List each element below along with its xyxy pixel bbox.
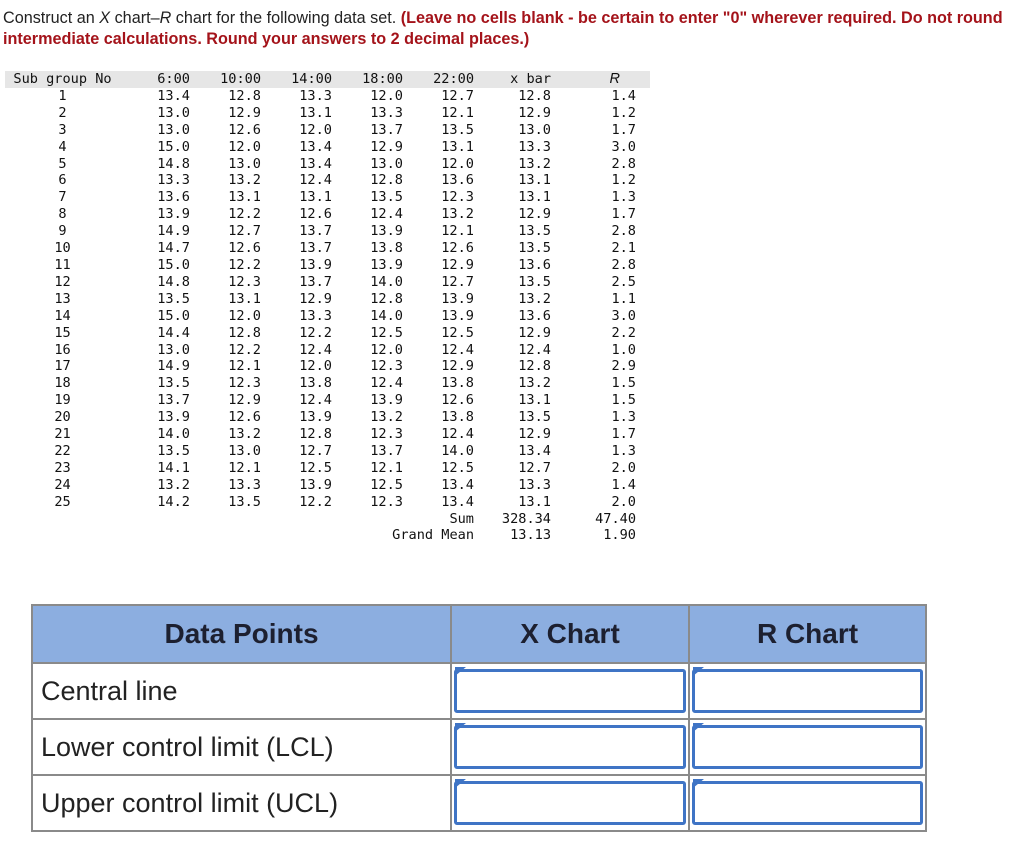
table-row (5, 308, 650, 325)
value-r: 1.3 (611, 409, 636, 426)
value-r: 1.5 (611, 392, 636, 409)
subgroup-no: 11 (54, 256, 71, 273)
sum-empty-3 (193, 511, 264, 528)
value-r: 1.7 (611, 121, 636, 138)
subgroup-no: 3 (58, 121, 67, 138)
value-6-00: 14.8 (157, 273, 190, 290)
value-22-00: 12.9 (441, 256, 474, 273)
value-6-00: 15.0 (157, 307, 190, 324)
value-6-00: 15.0 (157, 138, 190, 155)
value-x-bar: 13.5 (518, 223, 551, 240)
value-x-bar: 13.6 (518, 256, 551, 273)
header-x-chart: X Chart (451, 605, 689, 663)
value-22-00: 12.7 (441, 273, 474, 290)
value-14-00: 12.2 (299, 493, 332, 510)
value-6-00: 13.3 (157, 172, 190, 189)
value-x-bar: 12.9 (518, 104, 551, 121)
value-6-00: 14.9 (157, 223, 190, 240)
table-row (5, 494, 650, 511)
value-10-00: 12.7 (228, 223, 261, 240)
grand-mean-row (5, 527, 650, 544)
control-table-header-row (32, 605, 926, 663)
value-18-00: 13.9 (370, 223, 403, 240)
value-6-00: 13.5 (157, 442, 190, 459)
value-6-00: 13.5 (157, 290, 190, 307)
value-r: 3.0 (611, 307, 636, 324)
table-row (5, 206, 650, 223)
value-14-00: 13.7 (299, 273, 332, 290)
value-r: 1.7 (611, 206, 636, 223)
subgroup-no: 16 (54, 341, 71, 358)
value-r: 1.0 (611, 341, 636, 358)
value-x-bar: 13.1 (518, 392, 551, 409)
table-row (5, 460, 650, 477)
value-18-00: 13.2 (370, 409, 403, 426)
header-subgroup-no: Sub group No (5, 71, 120, 88)
value-18-00: 13.7 (370, 442, 403, 459)
value-r: 1.2 (611, 172, 636, 189)
value-22-00: 13.8 (441, 375, 474, 392)
header-r: R (554, 71, 650, 88)
value-10-00: 12.8 (228, 324, 261, 341)
table-row (5, 88, 650, 105)
value-10-00: 12.6 (228, 121, 261, 138)
value-22-00: 12.4 (441, 426, 474, 443)
value-18-00: 12.1 (370, 459, 403, 476)
table-row (5, 342, 650, 359)
header-18-00: 18:00 (335, 71, 406, 88)
value-14-00: 13.9 (299, 409, 332, 426)
grand-mean-r: 1.90 (603, 527, 636, 544)
value-18-00: 13.0 (370, 155, 403, 172)
value-r: 2.0 (611, 459, 636, 476)
subgroup-no: 8 (58, 206, 67, 223)
value-6-00: 15.0 (157, 256, 190, 273)
value-22-00: 12.1 (441, 223, 474, 240)
value-18-00: 13.7 (370, 121, 403, 138)
subgroup-no: 25 (54, 493, 71, 510)
gm-empty-3 (193, 527, 264, 544)
value-10-00: 13.1 (228, 290, 261, 307)
value-x-bar: 12.8 (518, 87, 551, 104)
gm-empty-4 (264, 527, 335, 544)
value-r: 1.4 (611, 476, 636, 493)
sum-row (5, 511, 650, 528)
value-18-00: 12.5 (370, 476, 403, 493)
value-14-00: 13.3 (299, 307, 332, 324)
value-x-bar: 12.8 (518, 358, 551, 375)
value-r: 2.8 (611, 223, 636, 240)
value-10-00: 13.2 (228, 426, 261, 443)
value-18-00: 12.9 (370, 138, 403, 155)
table-row (5, 172, 650, 189)
instructions-warning: (Leave no cells blank - be certain to enter "0" wherever required. Do not round intermediate calculations. Round your answers to 2 decimal places.) (3, 9, 1003, 48)
gm-empty-2 (120, 527, 193, 544)
sum-empty-5 (335, 511, 406, 528)
value-10-00: 12.2 (228, 256, 261, 273)
subgroup-no: 9 (58, 223, 67, 240)
value-x-bar: 13.3 (518, 138, 551, 155)
value-10-00: 12.9 (228, 392, 261, 409)
subgroup-no: 12 (54, 273, 71, 290)
value-14-00: 13.9 (299, 256, 332, 273)
cell-x-central-line (451, 663, 689, 719)
table-row (5, 291, 650, 308)
value-x-bar: 13.5 (518, 409, 551, 426)
value-r: 2.2 (611, 324, 636, 341)
subgroup-no: 5 (58, 155, 67, 172)
value-6-00: 13.2 (157, 476, 190, 493)
subgroup-no: 10 (54, 240, 71, 257)
value-10-00: 12.0 (228, 138, 261, 155)
value-18-00: 12.3 (370, 426, 403, 443)
value-10-00: 12.9 (228, 104, 261, 121)
r-chart-ucl-input[interactable] (692, 781, 923, 825)
subgroup-no: 20 (54, 409, 71, 426)
x-chart-lcl-input[interactable] (454, 725, 686, 769)
value-22-00: 13.6 (441, 172, 474, 189)
subgroup-no: 14 (54, 307, 71, 324)
sum-empty-2 (120, 511, 193, 528)
instructions-x-letter: X (99, 9, 111, 27)
value-18-00: 12.4 (370, 375, 403, 392)
value-r: 1.7 (611, 426, 636, 443)
table-row (5, 139, 650, 156)
value-6-00: 14.2 (157, 493, 190, 510)
subgroup-no: 19 (54, 392, 71, 409)
subgroup-no: 4 (58, 138, 67, 155)
instructions-middle: chart– (110, 9, 160, 27)
value-x-bar: 13.2 (518, 375, 551, 392)
value-x-bar: 12.7 (518, 459, 551, 476)
value-6-00: 13.6 (157, 189, 190, 206)
table-row (5, 257, 650, 274)
value-10-00: 12.3 (228, 273, 261, 290)
subgroup-no: 2 (58, 104, 67, 121)
value-14-00: 12.7 (299, 442, 332, 459)
value-x-bar: 13.1 (518, 493, 551, 510)
row-ucl (32, 775, 926, 831)
instructions-suffix: chart for the following data set. (171, 9, 401, 27)
value-6-00: 14.0 (157, 426, 190, 443)
value-10-00: 13.5 (228, 493, 261, 510)
table-row (5, 477, 650, 494)
table-row (5, 240, 650, 257)
value-6-00: 13.4 (157, 87, 190, 104)
header-14-00: 14:00 (264, 71, 335, 88)
sum-label: Sum (449, 510, 474, 527)
value-r: 2.0 (611, 493, 636, 510)
value-r: 1.3 (611, 442, 636, 459)
subgroup-no: 24 (54, 476, 71, 493)
value-18-00: 14.0 (370, 273, 403, 290)
value-r: 3.0 (611, 138, 636, 155)
value-22-00: 13.8 (441, 409, 474, 426)
header-22-00: 22:00 (406, 71, 477, 88)
value-22-00: 12.1 (441, 104, 474, 121)
value-22-00: 13.5 (441, 121, 474, 138)
value-14-00: 13.3 (299, 87, 332, 104)
value-22-00: 12.5 (441, 459, 474, 476)
value-18-00: 12.3 (370, 493, 403, 510)
value-x-bar: 12.9 (518, 426, 551, 443)
value-r: 1.1 (611, 290, 636, 307)
value-22-00: 12.0 (441, 155, 474, 172)
value-18-00: 13.9 (370, 392, 403, 409)
value-x-bar: 13.2 (518, 155, 551, 172)
label-central-line: Central line (32, 663, 451, 719)
label-lcl: Lower control limit (LCL) (32, 719, 451, 775)
value-14-00: 12.9 (299, 290, 332, 307)
value-14-00: 12.5 (299, 459, 332, 476)
table-row (5, 189, 650, 206)
value-14-00: 12.2 (299, 324, 332, 341)
cell-r-ucl (689, 775, 926, 831)
value-14-00: 13.1 (299, 104, 332, 121)
value-6-00: 14.1 (157, 459, 190, 476)
value-14-00: 13.4 (299, 155, 332, 172)
table-row (5, 409, 650, 426)
sum-xbar: 328.34 (501, 510, 551, 527)
header-data-points: Data Points (32, 605, 451, 663)
value-r: 2.8 (611, 155, 636, 172)
value-x-bar: 13.0 (518, 121, 551, 138)
value-x-bar: 13.3 (518, 476, 551, 493)
value-6-00: 13.0 (157, 121, 190, 138)
subgroup-data-table (5, 71, 650, 544)
value-10-00: 12.6 (228, 240, 261, 257)
table-row (5, 375, 650, 392)
value-10-00: 12.0 (228, 307, 261, 324)
subgroup-no: 23 (54, 459, 71, 476)
value-14-00: 13.8 (299, 375, 332, 392)
subgroup-no: 7 (58, 189, 67, 206)
value-10-00: 13.1 (228, 189, 261, 206)
value-10-00: 12.2 (228, 341, 261, 358)
value-14-00: 12.0 (299, 121, 332, 138)
value-14-00: 12.4 (299, 172, 332, 189)
value-r: 1.5 (611, 375, 636, 392)
value-10-00: 13.0 (228, 155, 261, 172)
value-18-00: 12.8 (370, 172, 403, 189)
value-x-bar: 13.6 (518, 307, 551, 324)
value-14-00: 12.4 (299, 341, 332, 358)
value-10-00: 13.0 (228, 442, 261, 459)
value-r: 2.9 (611, 358, 636, 375)
table-row (5, 358, 650, 375)
value-6-00: 13.5 (157, 375, 190, 392)
value-10-00: 13.2 (228, 172, 261, 189)
value-10-00: 12.3 (228, 375, 261, 392)
value-10-00: 12.1 (228, 358, 261, 375)
value-14-00: 13.7 (299, 223, 332, 240)
value-22-00: 12.4 (441, 341, 474, 358)
value-18-00: 13.8 (370, 240, 403, 257)
x-chart-ucl-input[interactable] (454, 781, 686, 825)
value-14-00: 13.9 (299, 476, 332, 493)
value-18-00: 14.0 (370, 307, 403, 324)
value-22-00: 13.4 (441, 476, 474, 493)
value-6-00: 13.9 (157, 206, 190, 223)
subgroup-no: 6 (58, 172, 67, 189)
label-ucl: Upper control limit (UCL) (32, 775, 451, 831)
header-10-00: 10:00 (193, 71, 264, 88)
table-row (5, 426, 650, 443)
value-r: 2.1 (611, 240, 636, 257)
value-22-00: 12.7 (441, 87, 474, 104)
value-6-00: 13.0 (157, 341, 190, 358)
subgroup-no: 15 (54, 324, 71, 341)
cell-x-lcl (451, 719, 689, 775)
data-table-body (5, 88, 650, 544)
value-r: 1.4 (611, 87, 636, 104)
control-limits-table (31, 604, 927, 832)
grand-mean-xbar: 13.13 (510, 527, 551, 544)
value-x-bar: 12.9 (518, 324, 551, 341)
table-row (5, 443, 650, 460)
value-22-00: 13.4 (441, 493, 474, 510)
value-18-00: 12.5 (370, 324, 403, 341)
value-22-00: 12.9 (441, 358, 474, 375)
instructions-text (3, 8, 1021, 50)
subgroup-no: 18 (54, 375, 71, 392)
subgroup-no: 22 (54, 442, 71, 459)
value-14-00: 13.1 (299, 189, 332, 206)
subgroup-no: 13 (54, 290, 71, 307)
value-22-00: 13.9 (441, 290, 474, 307)
value-6-00: 13.0 (157, 104, 190, 121)
instructions-r-letter: R (159, 9, 172, 27)
header-6-00: 6:00 (120, 71, 193, 88)
gm-empty-1 (5, 527, 120, 544)
value-r: 2.5 (611, 273, 636, 290)
table-row (5, 105, 650, 122)
value-18-00: 12.4 (370, 206, 403, 223)
table-row (5, 392, 650, 409)
table-row (5, 274, 650, 291)
value-14-00: 13.4 (299, 138, 332, 155)
value-6-00: 14.4 (157, 324, 190, 341)
value-10-00: 12.8 (228, 87, 261, 104)
table-row (5, 156, 650, 173)
value-x-bar: 13.1 (518, 189, 551, 206)
value-x-bar: 13.5 (518, 273, 551, 290)
value-14-00: 12.0 (299, 358, 332, 375)
r-chart-central-line-input[interactable] (692, 669, 923, 713)
value-x-bar: 13.4 (518, 442, 551, 459)
table-row (5, 122, 650, 139)
subgroup-no: 1 (58, 87, 67, 104)
value-6-00: 13.9 (157, 409, 190, 426)
value-22-00: 13.9 (441, 307, 474, 324)
r-chart-lcl-input[interactable] (692, 725, 923, 769)
value-r: 2.8 (611, 256, 636, 273)
header-x-bar: x bar (477, 71, 554, 88)
subgroup-no: 21 (54, 426, 71, 443)
value-22-00: 12.6 (441, 392, 474, 409)
header-r-chart: R Chart (689, 605, 926, 663)
instructions-prefix: Construct an (3, 9, 100, 27)
cell-r-lcl (689, 719, 926, 775)
value-x-bar: 12.4 (518, 341, 551, 358)
value-10-00: 12.6 (228, 409, 261, 426)
data-table-header-row (5, 71, 650, 88)
value-x-bar: 13.2 (518, 290, 551, 307)
table-row (5, 325, 650, 342)
value-22-00: 13.2 (441, 206, 474, 223)
value-6-00: 14.8 (157, 155, 190, 172)
value-14-00: 13.7 (299, 240, 332, 257)
value-10-00: 12.1 (228, 459, 261, 476)
value-18-00: 12.0 (370, 87, 403, 104)
sum-empty-4 (264, 511, 335, 528)
value-18-00: 12.8 (370, 290, 403, 307)
value-14-00: 12.8 (299, 426, 332, 443)
value-r: 1.3 (611, 189, 636, 206)
sum-empty-1 (5, 511, 120, 528)
value-x-bar: 12.9 (518, 206, 551, 223)
value-18-00: 13.3 (370, 104, 403, 121)
cell-x-ucl (451, 775, 689, 831)
value-22-00: 12.5 (441, 324, 474, 341)
x-chart-central-line-input[interactable] (454, 669, 686, 713)
value-14-00: 12.6 (299, 206, 332, 223)
value-x-bar: 13.1 (518, 172, 551, 189)
value-10-00: 12.2 (228, 206, 261, 223)
value-18-00: 13.5 (370, 189, 403, 206)
value-18-00: 12.0 (370, 341, 403, 358)
subgroup-no: 17 (54, 358, 71, 375)
row-central-line (32, 663, 926, 719)
value-r: 1.2 (611, 104, 636, 121)
value-22-00: 14.0 (441, 442, 474, 459)
value-6-00: 13.7 (157, 392, 190, 409)
value-6-00: 14.7 (157, 240, 190, 257)
value-10-00: 13.3 (228, 476, 261, 493)
value-14-00: 12.4 (299, 392, 332, 409)
value-x-bar: 13.5 (518, 240, 551, 257)
value-6-00: 14.9 (157, 358, 190, 375)
table-row (5, 223, 650, 240)
value-22-00: 12.6 (441, 240, 474, 257)
sum-r: 47.40 (595, 510, 636, 527)
value-22-00: 12.3 (441, 189, 474, 206)
value-18-00: 12.3 (370, 358, 403, 375)
cell-r-central-line (689, 663, 926, 719)
row-lcl (32, 719, 926, 775)
grand-mean-label: Grand Mean (392, 527, 474, 544)
value-18-00: 13.9 (370, 256, 403, 273)
value-22-00: 13.1 (441, 138, 474, 155)
